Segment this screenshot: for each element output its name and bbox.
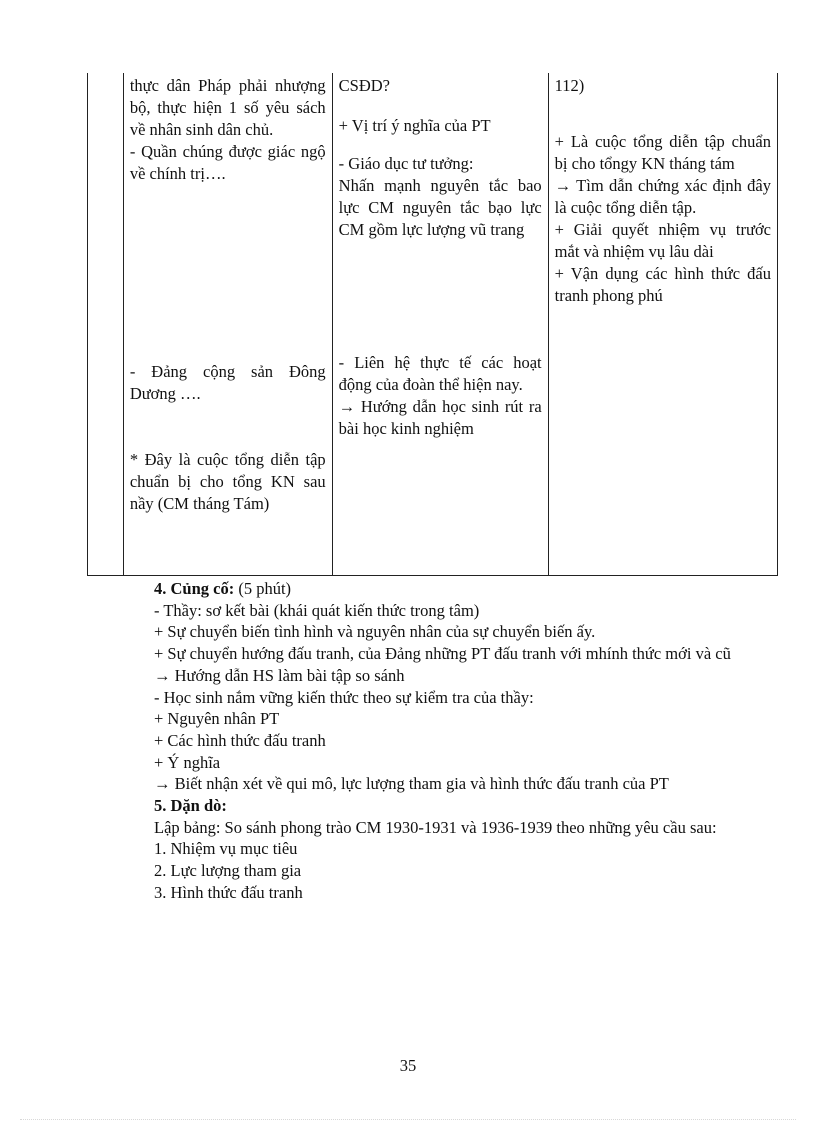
table-cell-activity [332,73,548,576]
notes-text: + Giải quyết nhiệm vụ trước mắt và nhiệm vụ lâu dài [554,220,771,261]
activity-text: Nhấn mạnh nguyên tắc bao lực CM nguyên tắc bạo lực CM gồm lực lượng vũ trang [338,176,542,239]
paragraph: + Ý nghĩa [154,752,221,772]
paragraph: → Biết nhận xét về qui mô, lực lượng tham gia và hình thức đấu tranh của PT [154,774,669,794]
page-number: 35 [399,1056,417,1075]
notes-text: → Tìm dẫn chứng xác định đây là cuộc tổng diễn tập. [554,176,771,217]
lesson-body [116,578,738,904]
paragraph: - Thầy: sơ kết bài (khái quát kiến thức trong tâm) [154,600,480,620]
activity-text: CSĐD? [338,76,390,95]
activity-text: + Vị trí ý nghĩa của PT [338,116,491,135]
paragraph: Lập bảng: So sánh phong trào CM 1930-1931 và 1936-1939 theo những yêu cầu sau: [154,817,717,837]
activity-text: - Liên hệ thực tế các hoạt động của đoàn thể hiện nay. [338,353,542,394]
duration-text: (5 phút) [234,579,292,598]
table-cell-content [123,73,332,576]
section-4-heading [116,578,738,600]
activity-text: - Giáo dục tư tưởng: [338,154,474,173]
content-text: * Đây là cuộc tổng diễn tập chuẩn bị cho tổng KN sau nầy (CM tháng Tám) [129,450,326,513]
notes-text: + Vận dụng các hình thức đấu tranh phong phú [554,264,771,305]
notes-text: 112) [554,76,585,95]
paragraph: - Học sinh nắm vững kiến thức theo sự kiểm tra của thầy: [154,687,534,707]
table-cell-notes [548,73,777,576]
list-item: 3. Hình thức đấu tranh [154,882,303,902]
lesson-plan-table [87,73,778,576]
list-item: 2. Lực lượng tham gia [154,861,302,881]
page-footer-divider [20,1119,796,1120]
table-cell-index [88,73,124,576]
paragraph: + Các hình thức đấu tranh [154,730,326,750]
content-text: - Quần chúng được giác ngộ về chính trị…. [129,142,326,183]
table-row [88,73,778,576]
activity-text: → Hướng dẫn học sinh rút ra bài học kinh nghiệm [338,397,542,438]
paragraph: + Sự chuyển biến tình hình và nguyên nhân của sự chuyển biến ấy. [154,622,596,642]
list-item: 1. Nhiệm vụ mục tiêu [154,839,298,859]
paragraph: → Hướng dẫn HS làm bài tập so sánh [154,665,405,685]
content-text: thực dân Pháp phải nhượng bộ, thực hiện 1 số yêu sách về nhân sinh dân chủ. [129,76,326,139]
content-text: - Đảng cộng sản Đông Dương …. [129,362,326,403]
section-5-heading: 5. Dặn dò: [154,796,227,816]
paragraph: + Nguyên nhân PT [154,709,280,729]
heading-text: 4. Củng cố: [154,579,235,598]
notes-text: + Là cuộc tổng diễn tập chuẩn bị cho tổngy KN tháng tám [554,132,771,173]
paragraph: + Sự chuyển hướng đấu tranh, của Đảng những PT đấu tranh với mhính thức mới và cũ [154,644,731,664]
